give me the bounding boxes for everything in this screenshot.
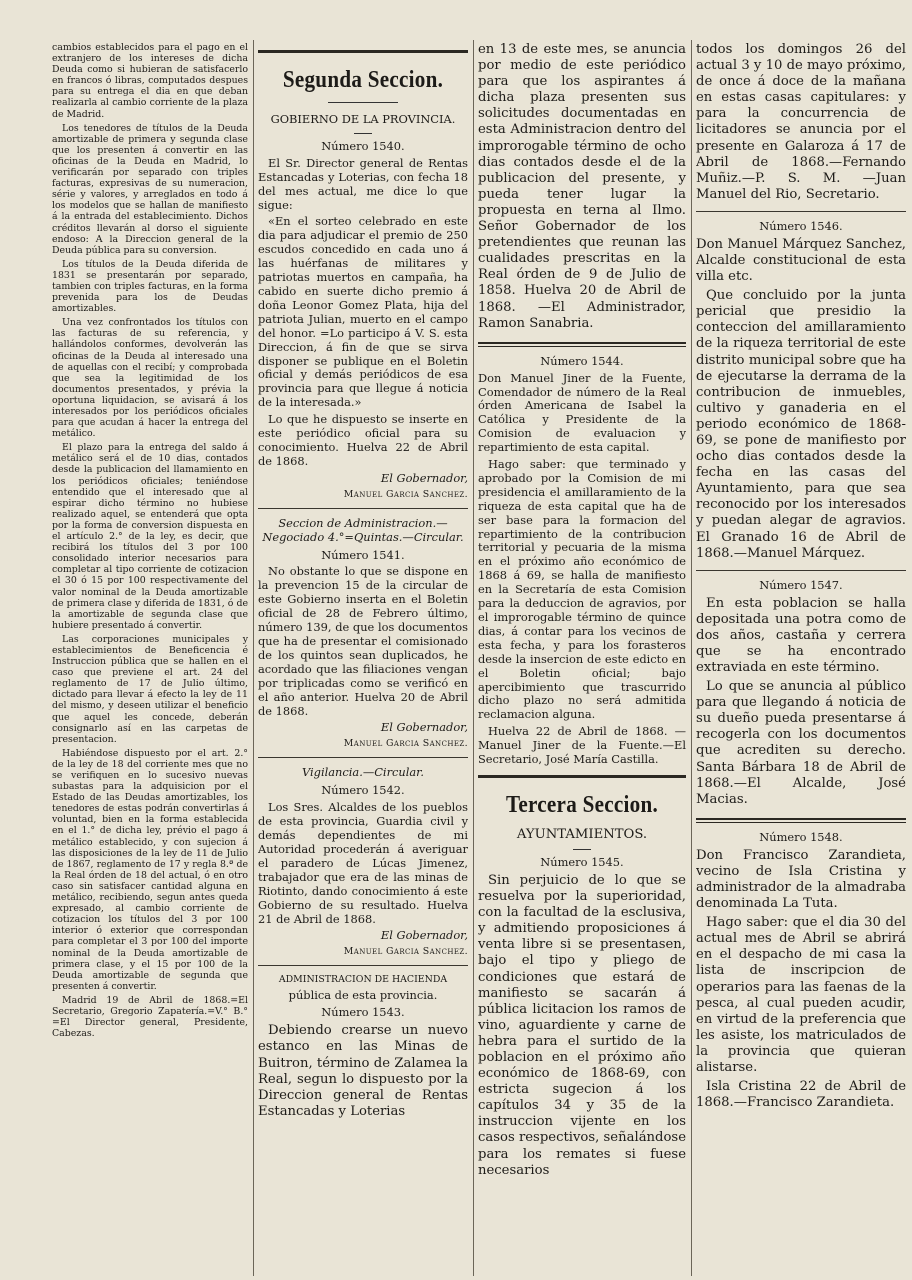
paragraph: Lo que he dispuesto se inserte en este periódico oficial para su conocimiento. Huelva 22 de Abril de 1868. xyxy=(258,412,468,468)
section-heading: AYUNTAMIENTOS. xyxy=(516,826,648,842)
notice-number: Número 1541. xyxy=(321,547,405,562)
notice-number: Número 1544. xyxy=(540,353,624,368)
signature-name: Manuel Garcia Sanchez. xyxy=(343,738,468,750)
paragraph: Sin perjuicio de lo que se resuelva por la superioridad, con la facultad de la esclusiva, y admitiendo proposiciones á venta libre si se presentasen, bajo el tipo y pliego de condiciones que estará de manifiesto se sacarán á pública licitacion los ramos de vino, aguardiente y carne de hebra para el surtido de la poblacion en el próximo año económico de 1868-69, con estricta sugecion á los capítulos 34 y 35 de la instruccion vijente en los casos respectivos, señalándose para los remates si fuese necesarios xyxy=(478,872,686,1178)
subsection-subheading: pública de esta provincia. xyxy=(288,987,438,1002)
paragraph: Los Sres. Alcaldes de los pueblos de esta provincia, Guardia civil y demás dependientes de mi Autoridad procederán á averiguar el paradero de Lúcas Jimenez, trabajador que era de las minas de Riotinto, dando conocimiento á este Gobierno de su resultado. Huelva 21 de Abril de 1868. xyxy=(258,800,468,926)
notice-number: Número 1543. xyxy=(321,1005,405,1020)
paragraph: Hago saber: que terminado y aprobado por la Comision de mi presidencia el amillaramiento de la riqueza de esta capital que ha de ser base para la formacion del repartimiento de la contribucion territorial y pecuaria de la misma en el próximo año económico de 1868 á 69, se halla de manifiesto en la Secretaría de esta Comision para la deduccion de agravios, por el improrogable término de quince dias, á contar para los vecinos de esta fecha, y para los forasteros desde la insercion de este edicto en el Boletin oficial; bajo apercibimiento que trascurrido dicho plazo no será admitida reclamacion alguna. xyxy=(478,457,686,722)
paragraph: Don Francisco Zarandieta, vecino de Isla Cristina y administrador de la almadraba denominada La Tuta. xyxy=(696,847,906,912)
subsection-heading: Vigilancia.—Circular. xyxy=(302,765,424,780)
section-heading: GOBIERNO DE LA PROVINCIA. xyxy=(270,112,456,126)
column-2 xyxy=(258,42,468,1272)
paragraph: Las corporaciones municipales y establecimientos de Beneficencia é Instruccion pública que se hallen en el caso que previene el art. 24 del reglamento de 17 de Julio último, dictado para llevar á efecto la ley de 11 del mismo, y deseen utilizar el beneficio que aquel les concede, deberán consignarlo así en las carpetas de presentacion. xyxy=(52,633,248,745)
signature-title: El Gobernador, xyxy=(380,470,468,485)
paragraph: No obstante lo que se dispone en la prevencion 15 de la circular de este Gobierno inserta en el Boletin oficial de 28 de Febrero último, número 139, de que los documentos que ha de presentar el comisionado de los quintos sean duplicados, he acordado que las filiaciones vengan por triplicadas como se verificó en el año anterior. Huelva 20 de Abril de 1868. xyxy=(258,564,468,718)
subsection-heading: Seccion de Administracion.—Negociado 4.°=Quintas.—Circular. xyxy=(262,515,464,544)
paragraph: Una vez confrontados los títulos con las facturas de su referencia, y hallándolos conformes, devolverán las oficinas de la Deuda al interesado una de aquellas con el recibí; y comprobada que sea la legitimidad de los documentos presentados, y prévia la oportuna liquidacion, se avisará á los interesados por los periódicos oficiales para que acudan á hacer la entrega del metálico. xyxy=(52,317,248,440)
paragraph: Hago saber: que el dia 30 del actual mes de Abril se abrirá en el despacho de mi casa la lista de inscripcion de operarios para las faenas de la pesca, al cual pueden acudir, en virtud de la preferencia que les asiste, los matriculados de la provincia que quieran alistarse. xyxy=(696,915,906,1075)
rule xyxy=(258,757,468,758)
rule xyxy=(258,965,468,966)
ornament xyxy=(328,102,398,103)
column-divider xyxy=(473,40,474,1276)
signature-title: El Gobernador, xyxy=(380,720,468,735)
rule xyxy=(696,570,906,571)
notice-number: Número 1546. xyxy=(759,218,843,233)
column-divider xyxy=(253,40,254,1276)
notice-number: Número 1540. xyxy=(321,138,405,153)
rule xyxy=(478,342,686,347)
dash xyxy=(354,133,372,134)
signature-title: El Gobernador, xyxy=(380,928,468,943)
rule xyxy=(696,818,906,823)
paragraph: El plazo para la entrega del saldo á metálico será el de 10 dias, contados desde la publicacion del llamamiento en los periódicos oficiales; teniéndose entendido que el interesado que al espirar dicho término no hubiese realizado aquel, se entenderá que opta por la forma de conversion dispuesta en el artículo 2.° de la ley, es decir, que recibirá los títulos del 3 por 100 consolidado interior necesarios para completar al tipo corriente de cotizacion el 30 ó 15 por 100 respectivamente del valor nominal de la Deuda amortizable de primera clase y diferida de 1831, ó de la amortizable de segunda clase que hubiere presentado á convertir. xyxy=(52,442,248,631)
subsection-heading: ADMINISTRACION DE HACIENDA xyxy=(278,974,448,986)
rule xyxy=(696,211,906,212)
paragraph: en 13 de este mes, se anuncia por medio de este periódico para que los aspirantes á dicha plaza presenten sus solicitudes documentadas en esta Administracion dentro del improrogable término de ocho dias contados desde el de la publicacion del presente, y pueda tener lugar la propuesta en terna al Ilmo. Señor Gobernador de los pretendientes que reunan las cualidades prescritas en la Real órden de 9 de Julio de 1858. Huelva 20 de Abril de 1868. —El Administrador, Ramon Sanabria. xyxy=(478,42,686,331)
notice-number: Número 1547. xyxy=(759,577,843,592)
section-title: Segunda Seccion. xyxy=(282,67,444,93)
paragraph: Los títulos de la Deuda diferida de 1831 se presentarán por separado, tambien con triples facturas, en la forma prevenida para los de Deudas amortizables. xyxy=(52,258,248,315)
rule xyxy=(478,775,686,778)
paragraph: Isla Cristina 22 de Abril de 1868.—Francisco Zarandieta. xyxy=(696,1079,906,1111)
paragraph: «En el sorteo celebrado en este dia para adjudicar el premio de 250 escudos concedido en cada uno á las huérfanas de militares y patriotas muertos en campaña, ha cabido en suerte dicho premio á doña Leonor Gomez Plata, hija del patriota Julian, muerto en el campo del honor. =Lo participo á V. S. esta Direccion, á fin de que se sirva disponer se publique en el Boletin oficial y demás periódicos de esa provincia para que llegue á noticia de la interesada.» xyxy=(258,214,468,410)
column-divider xyxy=(691,40,692,1276)
paragraph: Habiéndose dispuesto por el art. 2.° de la ley de 18 del corriente mes que no se verifiquen en lo sucesivo nuevas subastas para la adquisicion por el Estado de las Deudas amortizables, los tenedores de estas podrán convertirlas á voluntad, bien en la forma establecida en el 1.° de dicha ley, prévio el pago á metálico establecido, y con sujecion á las disposiciones de la ley de 11 de Julio de 1867, reglamento de 17 y regla 8.ª de la Real órden de 18 del actual, ó en otro caso sin satisfacer cantidad alguna en metálico, recibiendo, segun antes queda expresado, al cambio corriente de cotizacion los títulos del 3 por 100 interior ó exterior que correspondan para completar el 3 por 100 del importe nominal de la Deuda amortizable de primera clase, y el 15 por 100 de la Deuda amortizable de segunda que presenten á convertir. xyxy=(52,747,248,992)
paragraph: Que concluido por la junta pericial que presidio la conteccion del amillaramiento de la riqueza territorial de este distrito municipal sobre que ha de ejecutarse la derrama de la contribucion de inmuebles, cultivo y ganaderia en el periodo económico de 1868-69, se pone de manifiesto por ocho dias contados desde la fecha en las casas del Ayuntamiento, para que sea reconocido por los interesados y puedan alegar de agravios. El Granado 16 de Abril de 1868.—Manuel Márquez. xyxy=(696,288,906,561)
paragraph: todos los domingos 26 del actual 3 y 10 de mayo próximo, de once á doce de la mañana en estas casas capitulares: y para la concurrencia de licitadores se anuncia por el presente en Galaroza á 17 de Abril de 1868.—Fernando Muñiz.—P. S. M. —Juan Manuel del Rio, Secretario. xyxy=(696,42,906,202)
paragraph: Lo que se anuncia al público para que llegando á noticia de su dueño pueda presentarse á recogerla con los documentos que acrediten su derecho. Santa Bárbara 18 de Abril de 1868.—El Alcalde, José Macias. xyxy=(696,679,906,807)
paragraph: Huelva 22 de Abril de 1868. —Manuel Jiner de la Fuente.—El Secretario, José María Castilla. xyxy=(478,724,686,767)
paragraph: El Sr. Director general de Rentas Estancadas y Loterias, con fecha 18 del mes actual, me dice lo que sigue: xyxy=(258,155,468,212)
column-3 xyxy=(478,42,686,1272)
rule xyxy=(258,50,468,53)
signature-paragraph: Madrid 19 de Abril de 1868.=El Secretario, Gregorio Zapatería.=V.° B.° =El Director general, Presidente, Cabezas. xyxy=(52,994,248,1040)
paragraph: cambios establecidos para el pago en el extranjero de los intereses de dicha Deuda como si hubieran de satisfacerlo en francos ó libras, computados despues para su entrega el dia en que deban realizarla al cambio corriente de la plaza de Madrid. xyxy=(52,42,248,120)
notice-number: Número 1545. xyxy=(540,855,624,870)
column-1 xyxy=(52,42,248,1272)
section-title: Tercera Seccion. xyxy=(505,791,659,818)
column-4 xyxy=(696,42,906,1272)
signature-name: Manuel Garcia Sanchez. xyxy=(343,488,468,500)
notice-number: Número 1548. xyxy=(759,829,843,844)
notice-number: Número 1542. xyxy=(321,783,405,798)
paragraph: En esta poblacion se halla depositada una potra como de dos años, castaña y cerrera que se ha encontrado extraviada en este término. xyxy=(696,595,906,675)
signature-name: Manuel Garcia Sanchez. xyxy=(343,946,468,958)
paragraph: Don Manuel Jiner de la Fuente, Comendador de número de la Real órden Americana de Isabel la Católica y Presidente de la Comision de evaluacion y repartimiento de esta capital. xyxy=(478,370,686,455)
rule xyxy=(258,508,468,509)
paragraph: Los tenedores de títulos de la Deuda amortizable de primera y segunda clase que los presenten á convertir en las oficinas de la Deuda en Madrid, lo verificarán por separado con triples facturas, expresivas de su numeracion, série y valores, y arreglados en todo á los modelos que se hallan de manifiesto á la entrada del establecimiento. Dichos créditos llevarán al dorso el siguiente endoso: A la Direccion general de la Deuda pública para su conversion. xyxy=(52,122,248,256)
dash xyxy=(573,849,591,850)
paragraph: Don Manuel Márquez Sanchez, Alcalde constitucional de esta villa etc. xyxy=(696,236,906,285)
paragraph: Debiendo crearse un nuevo estanco en las Minas de Buitron, término de Zalamea la Real, segun lo dispuesto por la Direccion general de Rentas Estancadas y Loterias xyxy=(258,1023,468,1119)
